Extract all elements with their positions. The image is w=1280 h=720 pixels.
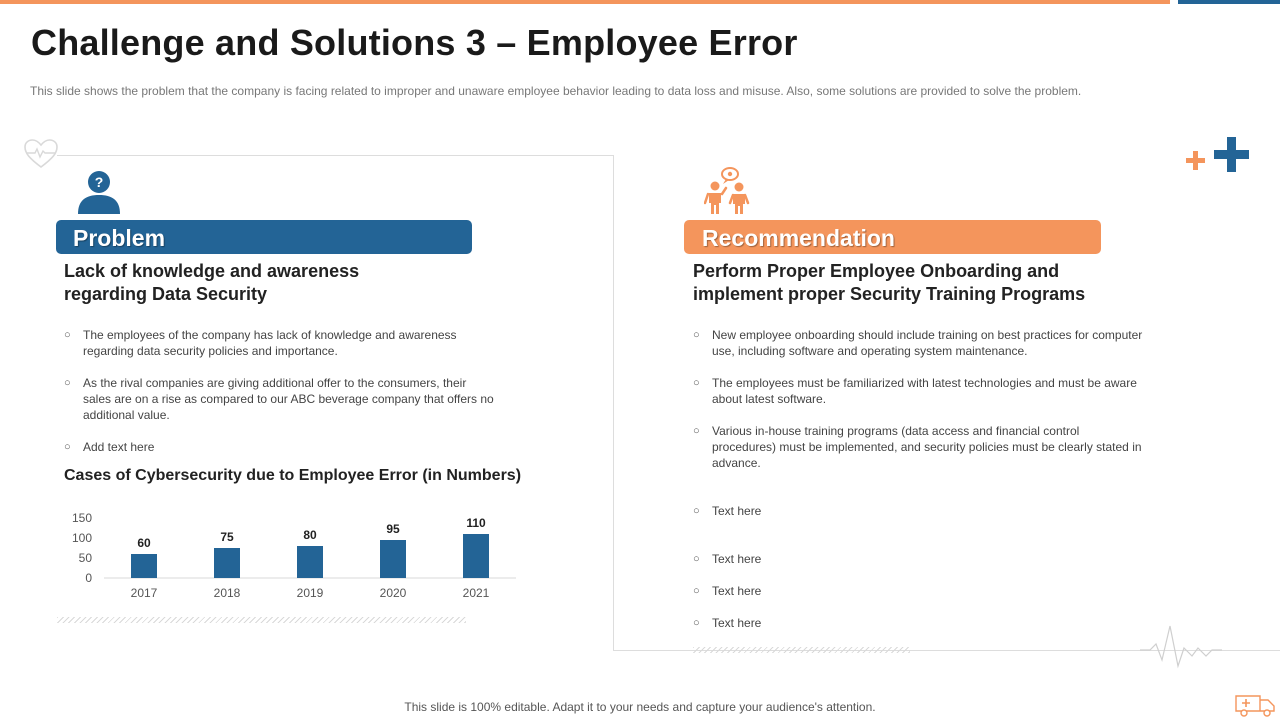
bar [297, 546, 323, 578]
data-label: 110 [466, 516, 486, 530]
list-item [693, 423, 1145, 471]
bullet-marker: ○ [64, 377, 71, 389]
list-item [64, 439, 496, 455]
bar [131, 554, 157, 578]
problem-bullet-list [64, 327, 496, 467]
bullet-marker: ○ [693, 329, 700, 341]
bar [463, 534, 489, 578]
recommendation-heading-line-1: Perform Proper Employee Onboarding and [693, 261, 1060, 281]
heart-pulse-icon [23, 138, 59, 170]
list-item [693, 375, 1145, 407]
bar [380, 540, 406, 578]
chart-title: Cases of Cybersecurity due to Employee Error (in Numbers) [64, 467, 522, 484]
bullet-text: Text here [712, 616, 762, 630]
list-item [64, 327, 496, 359]
bullet-text: Text here [712, 504, 762, 518]
problem-label: Problem [73, 225, 166, 251]
y-tick-label: 100 [71, 531, 92, 545]
x-tick-label: 2021 [462, 586, 490, 600]
bullet-text: Text here [712, 584, 762, 598]
bullet-marker: ○ [693, 585, 700, 597]
bullet-text: The employees of the company has lack of knowledge and awareness regarding data security policies and importance. [83, 328, 457, 358]
list-item [64, 375, 496, 423]
bullet-marker: ○ [693, 377, 700, 389]
bullet-marker: ○ [693, 425, 700, 437]
recommendation-heading [693, 260, 1233, 306]
y-tick-label: 0 [85, 571, 92, 585]
bullet-text: Various in-house training programs (data access and financial control procedures) must be implemented, and security policies must be clearly stated in advance. [712, 424, 1142, 470]
list-item [693, 327, 1145, 359]
recommendation-heading-line-2: implement proper Security Training Programs [693, 284, 1086, 304]
bullet-marker: ○ [693, 505, 700, 517]
question-person-icon [76, 168, 122, 214]
list-item [693, 583, 1145, 599]
y-tick-label: 50 [78, 551, 92, 565]
problem-heading-line-1: Lack of knowledge and awareness [64, 261, 360, 281]
page-title: Challenge and Solutions 3 – Employee Error [31, 22, 798, 63]
bullet-text: Add text here [83, 440, 155, 454]
hatch-decoration-right [693, 647, 910, 653]
top-accent-blue [1178, 0, 1280, 4]
recommendation-bullet-list [693, 327, 1145, 637]
data-label: 95 [386, 522, 400, 536]
bullet-marker: ○ [693, 553, 700, 565]
bullet-text: As the rival companies are giving additional offer to the consumers, their sales are on a rise as compared to our ABC beverage company that offers no additional value. [83, 376, 494, 422]
y-tick-label: 150 [71, 511, 92, 525]
x-tick-label: 2019 [296, 586, 324, 600]
pulse-line-decoration [1140, 620, 1280, 670]
page-subtitle: This slide shows the problem that the company is facing related to improper and unaware employee behavior leading to data loss and misuse. Also, some solutions are provided to solve the problem. [30, 84, 1082, 98]
x-tick-label: 2017 [130, 586, 158, 600]
svg-text:?: ? [94, 174, 104, 190]
hatch-decoration-left [57, 617, 466, 623]
list-item [693, 551, 1145, 567]
bullet-marker: ○ [64, 441, 71, 453]
data-label: 75 [220, 530, 234, 544]
data-label: 60 [137, 536, 151, 550]
medical-crosses-icon [1184, 137, 1256, 179]
recommendation-label-bar [684, 220, 1101, 254]
x-tick-label: 2020 [379, 586, 407, 600]
recommendation-label: Recommendation [702, 225, 895, 251]
list-item [693, 503, 1145, 519]
bar [214, 548, 240, 578]
people-talking-icon [704, 166, 752, 216]
data-label: 80 [303, 528, 317, 542]
footer-note: This slide is 100% editable. Adapt it to your needs and capture your audience's attention. [404, 700, 876, 714]
problem-heading-line-2: regarding Data Security [64, 284, 268, 304]
frame-top-line [57, 155, 613, 156]
list-item [693, 615, 1145, 631]
x-tick-label: 2018 [213, 586, 241, 600]
top-accent-orange [0, 0, 1170, 4]
bullet-text: Text here [712, 552, 762, 566]
problem-label-bar [56, 220, 472, 254]
bullet-text: New employee onboarding should include training on best practices for computer use, including software and operating system maintenance. [712, 328, 1143, 358]
bullet-marker: ○ [693, 617, 700, 629]
frame-divider-line [613, 155, 614, 651]
bullet-text: The employees must be familiarized with latest technologies and must be aware about latest software. [712, 376, 1137, 406]
bullet-marker: ○ [64, 329, 71, 341]
bar-chart [56, 505, 526, 605]
problem-heading [64, 260, 584, 306]
